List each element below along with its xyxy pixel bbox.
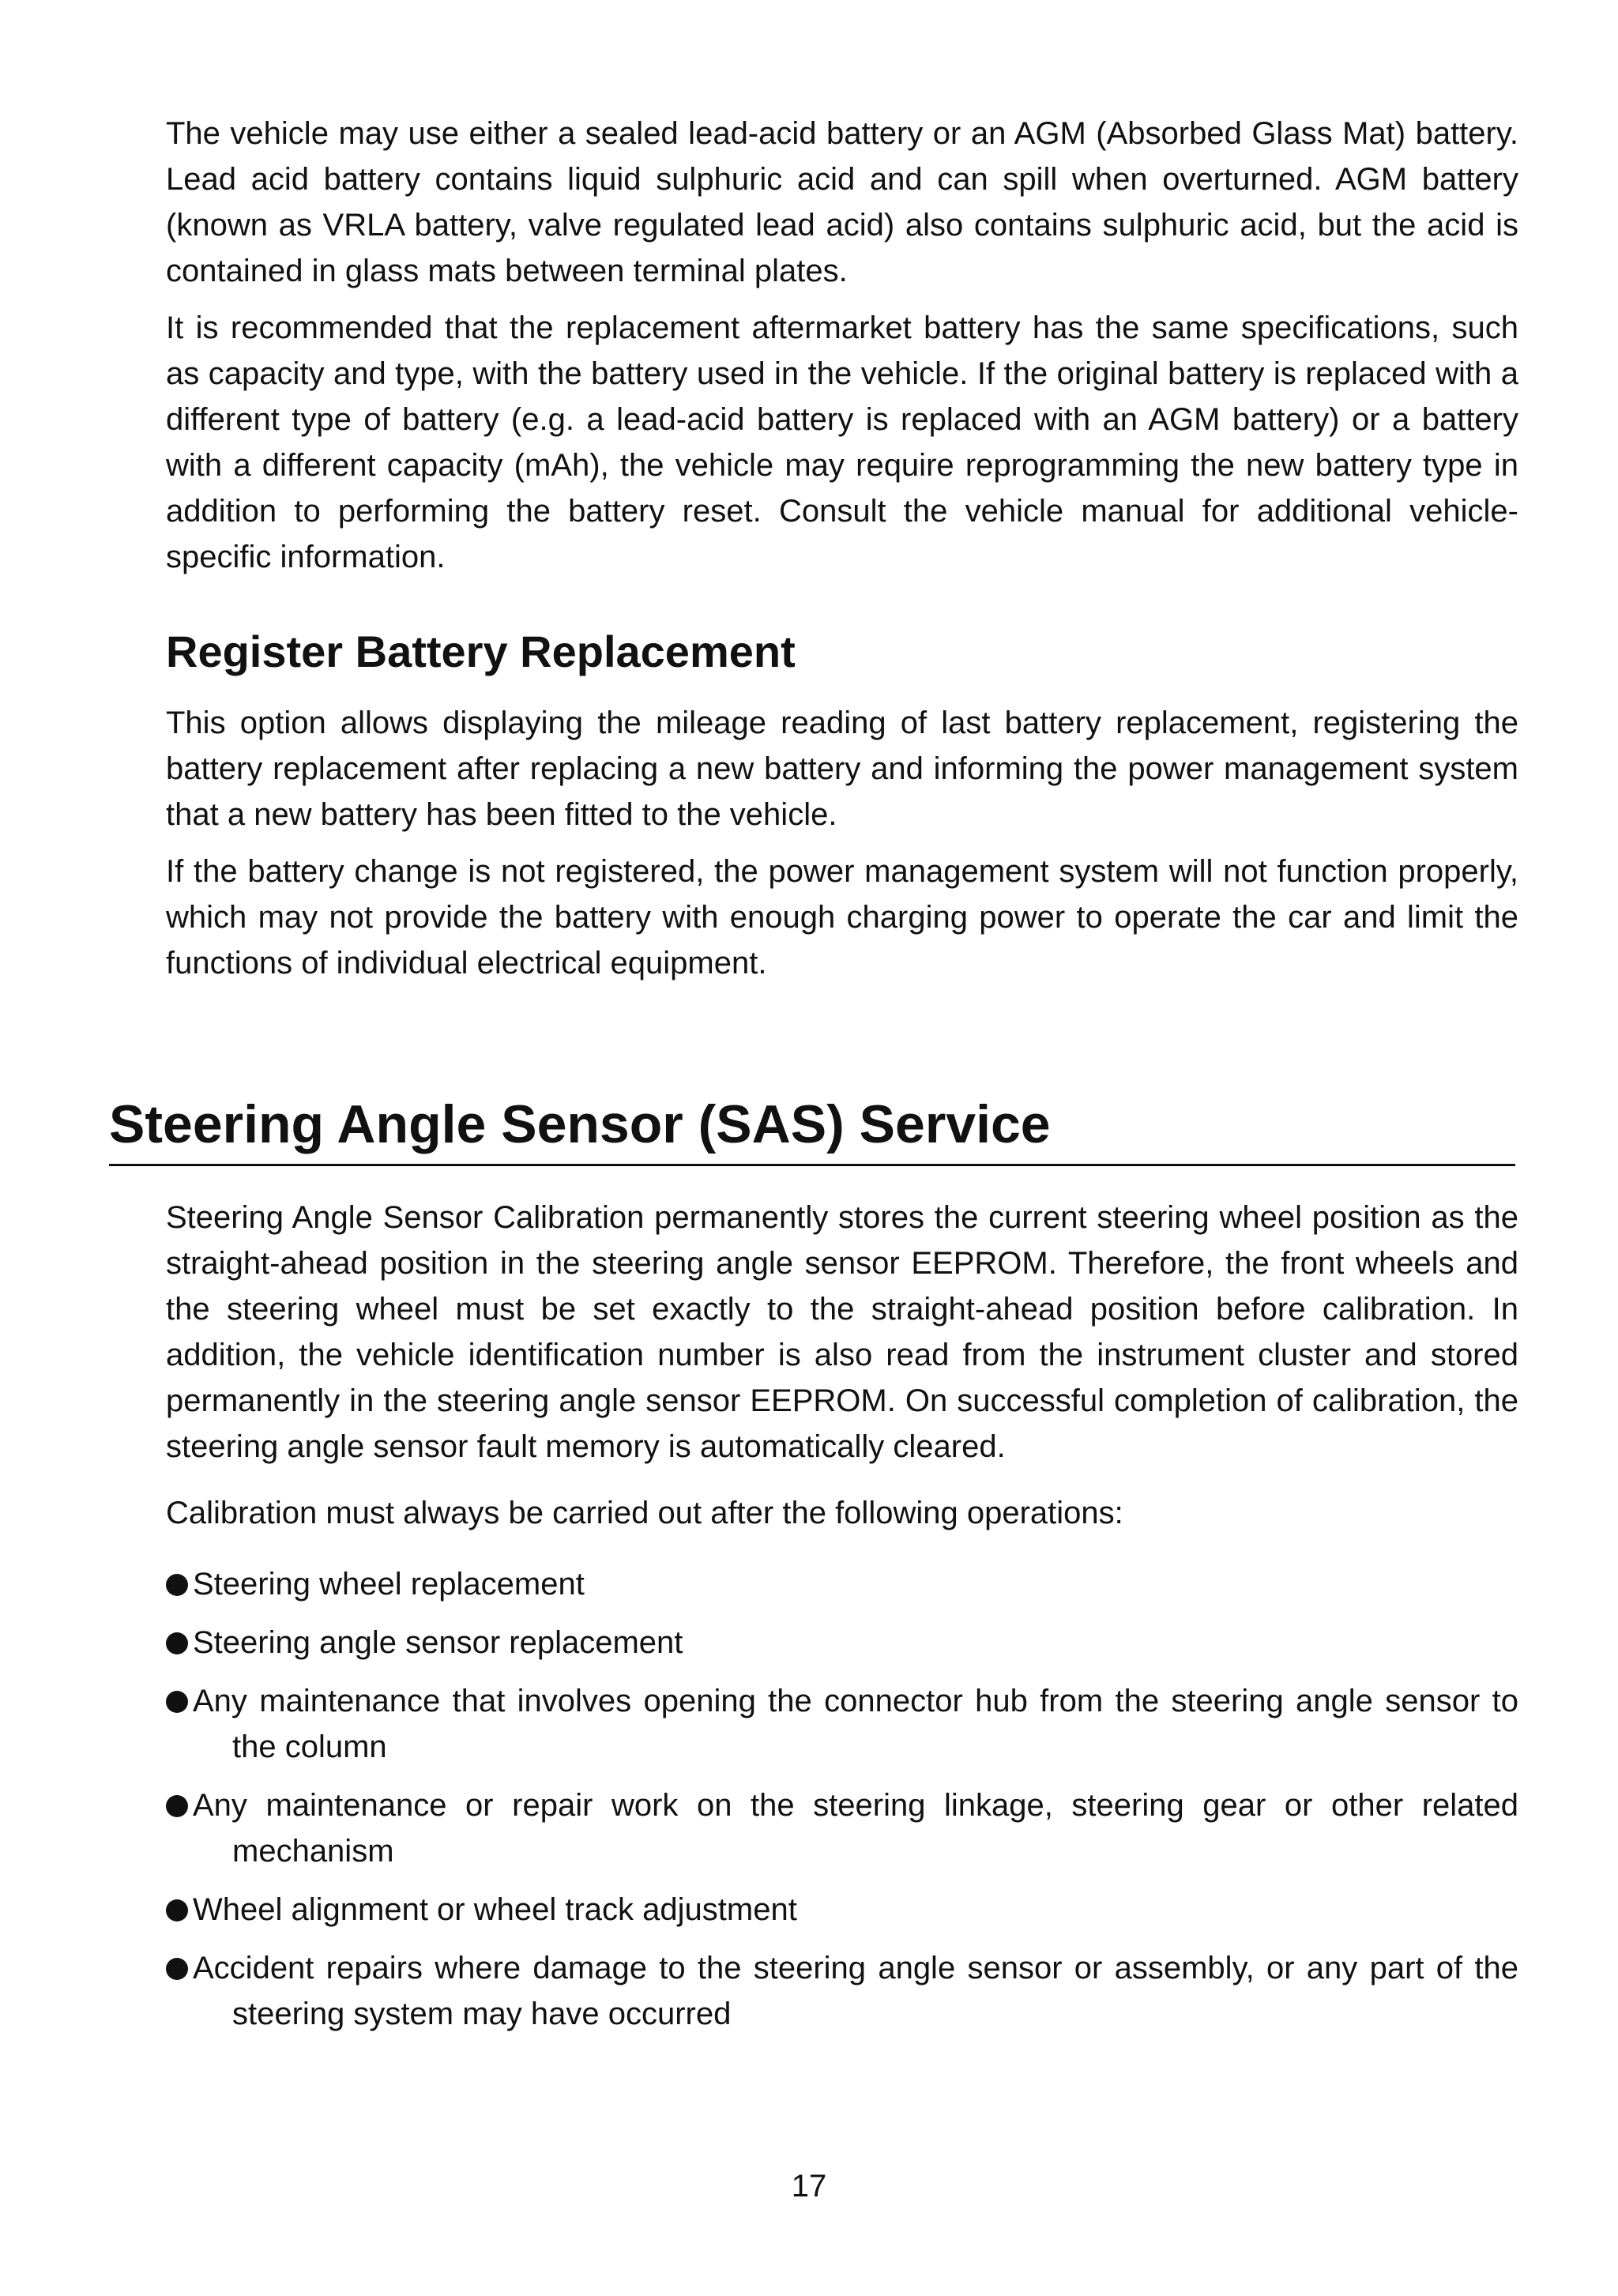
intro-paragraph: The vehicle may use either a sealed lead-acid battery or an AGM (Absorbed Glass Mat) battery. Lead acid battery contains liquid sulphuric acid and can spill when overturned. AGM battery (known as VRLA battery, valve regulated lead acid) also contains sulphuric acid, but the acid is contained in glass mats between terminal plates.: [166, 116, 1518, 288]
list-item-text: Accident repairs where damage to the steering angle sensor or assembly, or any part of the steering system may have occurred: [193, 1951, 1518, 2031]
intro-paragraph: It is recommended that the replacement aftermarket battery has the same specifications, such as capacity and type, with the battery used in the vehicle. If the original battery is replaced with a different type of battery (e.g. a lead-acid battery is replaced with an AGM battery) or a battery with a different capacity (mAh), the vehicle may require reprogramming the new battery type in addition to performing the battery reset. Consult the vehicle manual for additional vehicle-specific information.: [166, 311, 1518, 574]
bullet-icon: [166, 1795, 188, 1817]
upper-content: [166, 111, 1518, 997]
sas-paragraph: Steering Angle Sensor Calibration permanently stores the current steering wheel position as the straight-ahead position in the steering angle sensor EEPROM. Therefore, the front wheels and the steering wheel must be set exactly to the straight-ahead position before calibration. In addition, the vehicle identification number is also read from the instrument cluster and stored permanently in the steering angle sensor EEPROM. On successful completion of calibration, the steering angle sensor fault memory is automatically cleared.: [166, 1200, 1518, 1464]
sas-paragraph: Calibration must always be carried out after the following operations:: [166, 1496, 1123, 1530]
bullet-icon: [166, 1691, 188, 1713]
list-item-text: Any maintenance or repair work on the steering linkage, steering gear or other related mechanism: [193, 1788, 1518, 1869]
sas-content: [166, 1195, 1518, 2049]
list-item: [166, 1561, 1518, 1607]
list-item: [166, 1782, 1518, 1874]
list-item-text: Any maintenance that involves opening the connector hub from the steering angle sensor to the column: [193, 1684, 1518, 1764]
register-paragraph: If the battery change is not registered, the power management system will not function properly, which may not provide the battery with enough charging power to operate the car and limit the functions of individual electrical equipment.: [166, 854, 1518, 981]
bullet-icon: [166, 1632, 188, 1654]
list-item-text: Steering angle sensor replacement: [193, 1625, 683, 1660]
calibration-operations-list: [166, 1561, 1518, 2037]
list-item-text: Wheel alignment or wheel track adjustment: [193, 1892, 797, 1927]
sas-section-header: [109, 1086, 1515, 1166]
section-divider: [109, 1164, 1515, 1166]
register-battery-heading: Register Battery Replacement: [166, 627, 796, 676]
sas-section-title: Steering Angle Sensor (SAS) Service: [109, 1094, 1051, 1154]
list-item-text: Steering wheel replacement: [193, 1567, 585, 1602]
list-item: [166, 1887, 1518, 1933]
list-item: [166, 1678, 1518, 1770]
bullet-icon: [166, 1574, 188, 1596]
list-item: [166, 1620, 1518, 1666]
bullet-icon: [166, 1958, 188, 1980]
bullet-icon: [166, 1899, 188, 1921]
register-paragraph: This option allows displaying the mileage reading of last battery replacement, registering the battery replacement after replacing a new battery and informing the power management system that a new battery has been fitted to the vehicle.: [166, 706, 1518, 832]
page-number: 17: [791, 2169, 827, 2204]
list-item: [166, 1945, 1518, 2037]
